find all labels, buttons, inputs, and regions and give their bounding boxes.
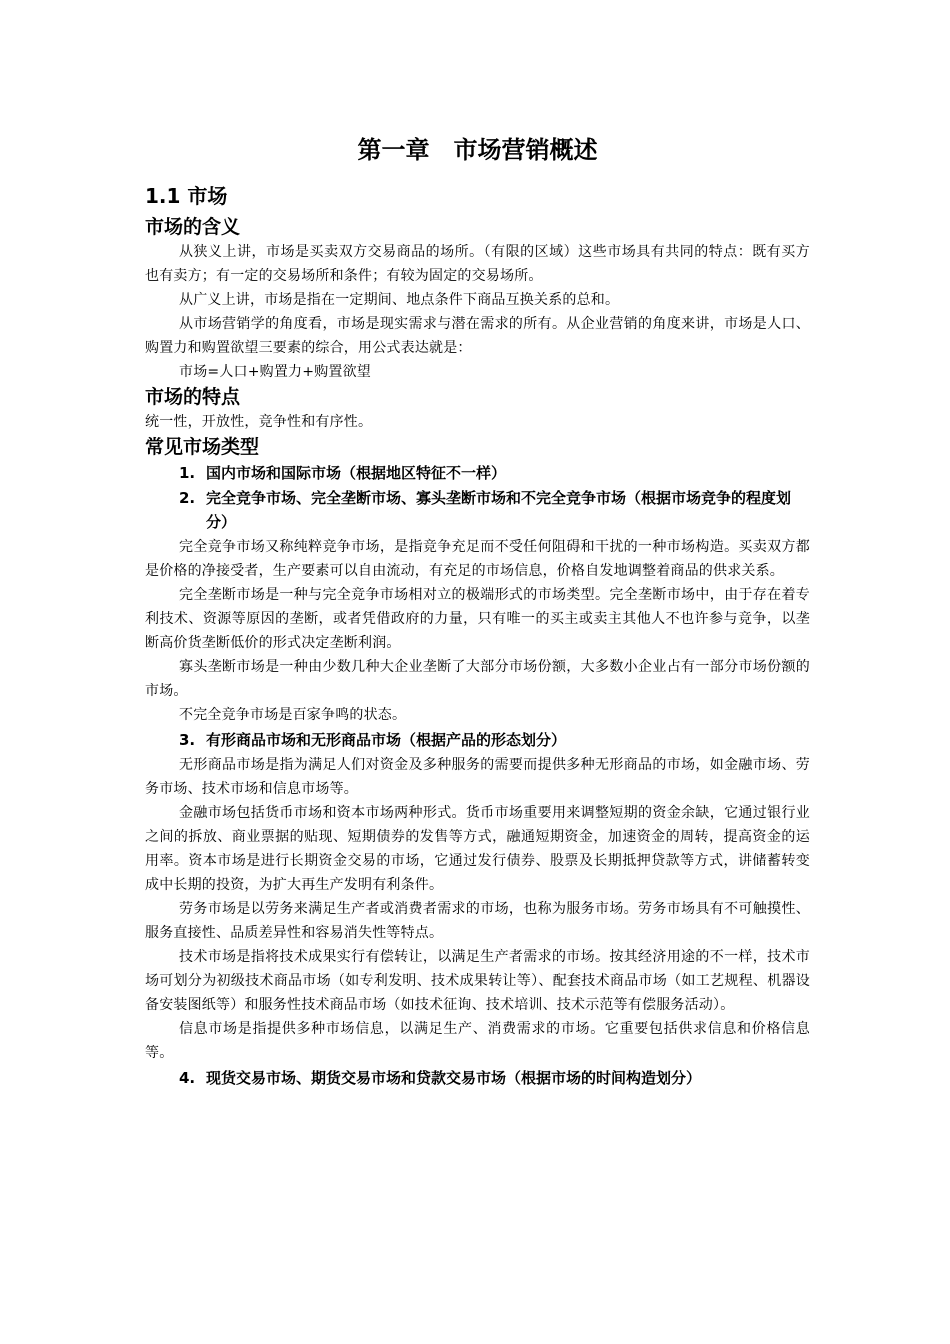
paragraph: 不完全竞争市场是百家争鸣的状态。 (179, 707, 407, 723)
list-number: 1. (179, 464, 196, 482)
paragraph: 统一性，开放性，竞争性和有序性。 (145, 414, 373, 430)
section-title: 1.1 市场 (145, 184, 228, 208)
list-text: 有形商品市场和无形商品市场（根据产品的形态划分） (206, 731, 567, 749)
paragraph: 完全竞争市场又称纯粹竞争市场，是指竞争充足而不受任何阻碍和干扰的一种市场构造。买卖双方都是价格的净接受者，生产要素可以自由流动，有充足的市场信息，价格自发地调整着商品的供求关系。 (145, 539, 810, 579)
paragraph: 完全垄断市场是一种与完全竞争市场相对立的极端形式的市场类型。完全垄断市场中，由于存在着专利技术、资源等原因的垄断，或者凭借政府的力量，只有唯一的买主或卖主其他人不也许参与竞争，以垄断高价货垄断低价的形式决定垄断利润。 (145, 587, 810, 651)
list-item (145, 461, 810, 485)
list-number: 2. (179, 489, 196, 507)
heading-market-types: 常见市场类型 (145, 436, 260, 458)
list-text: 完全竞争市场、完全垄断市场、寡头垄断市场和不完全竞争市场（根据市场竞争的程度划分） (206, 489, 792, 531)
chapter-title: 第一章 市场营销概述 (357, 136, 598, 164)
document-page (145, 128, 810, 1091)
list-text: 现货交易市场、期货交易市场和贷款交易市场（根据市场的时间构造划分） (206, 1069, 702, 1087)
list-item (145, 1066, 810, 1090)
paragraph: 劳务市场是以劳务来满足生产者或消费者需求的市场，也称为服务市场。劳务市场具有不可触摸性、服务直接性、品质差异性和容易消失性等特点。 (145, 901, 810, 941)
heading-market-meaning: 市场的含义 (145, 216, 241, 238)
list-item (145, 728, 810, 752)
list-text: 国内市场和国际市场（根据地区特征不一样） (206, 464, 507, 482)
paragraph: 从广义上讲，市场是指在一定期间、地点条件下商品互换关系的总和。 (179, 292, 620, 308)
list-item (145, 486, 810, 534)
paragraph: 从狭义上讲，市场是买卖双方交易商品的场所。（有限的区域）这些市场具有共同的特点：既有买方也有卖方；有一定的交易场所和条件；有较为固定的交易场所。 (145, 244, 810, 284)
paragraph: 技术市场是指将技术成果实行有偿转让，以满足生产者需求的市场。按其经济用途的不一样，技术市场可划分为初级技术商品市场（如专利发明、技术成果转让等）、配套技术商品市场（如工艺规程、机器设备安装图纸等）和服务性技术商品市场（如技术征询、技术培训、技术示范等有偿服务活动）。 (145, 949, 810, 1013)
paragraph: 寡头垄断市场是一种由少数几种大企业垄断了大部分市场份额，大多数小企业占有一部分市场份额的市场。 (145, 659, 810, 699)
list-number: 3. (179, 731, 196, 749)
list-number: 4. (179, 1069, 196, 1087)
paragraph: 金融市场包括货币市场和资本市场两种形式。货币市场重要用来调整短期的资金余缺，它通过银行业之间的拆放、商业票据的贴现、短期债券的发售等方式，融通短期资金，加速资金的周转，提高资金的运用率。资本市场是进行长期资金交易的市场，它通过发行债券、股票及长期抵押贷款等方式，讲储蓄转变成中长期的投资，为扩大再生产发明有利条件。 (145, 805, 810, 893)
paragraph: 无形商品市场是指为满足人们对资金及多种服务的需要而提供多种无形商品的市场，如金融市场、劳务市场、技术市场和信息市场等。 (145, 757, 810, 797)
paragraph: 信息市场是指提供多种市场信息，以满足生产、消费需求的市场。它重要包括供求信息和价格信息等。 (145, 1021, 810, 1061)
heading-market-features: 市场的特点 (145, 386, 241, 408)
paragraph: 从市场营销学的角度看，市场是现实需求与潜在需求的所有。从企业营销的角度来讲，市场是人口、购置力和购置欲望三要素的综合，用公式表达就是： (145, 316, 810, 356)
formula-line: 市场=人口+购置力+购置欲望 (179, 364, 371, 380)
